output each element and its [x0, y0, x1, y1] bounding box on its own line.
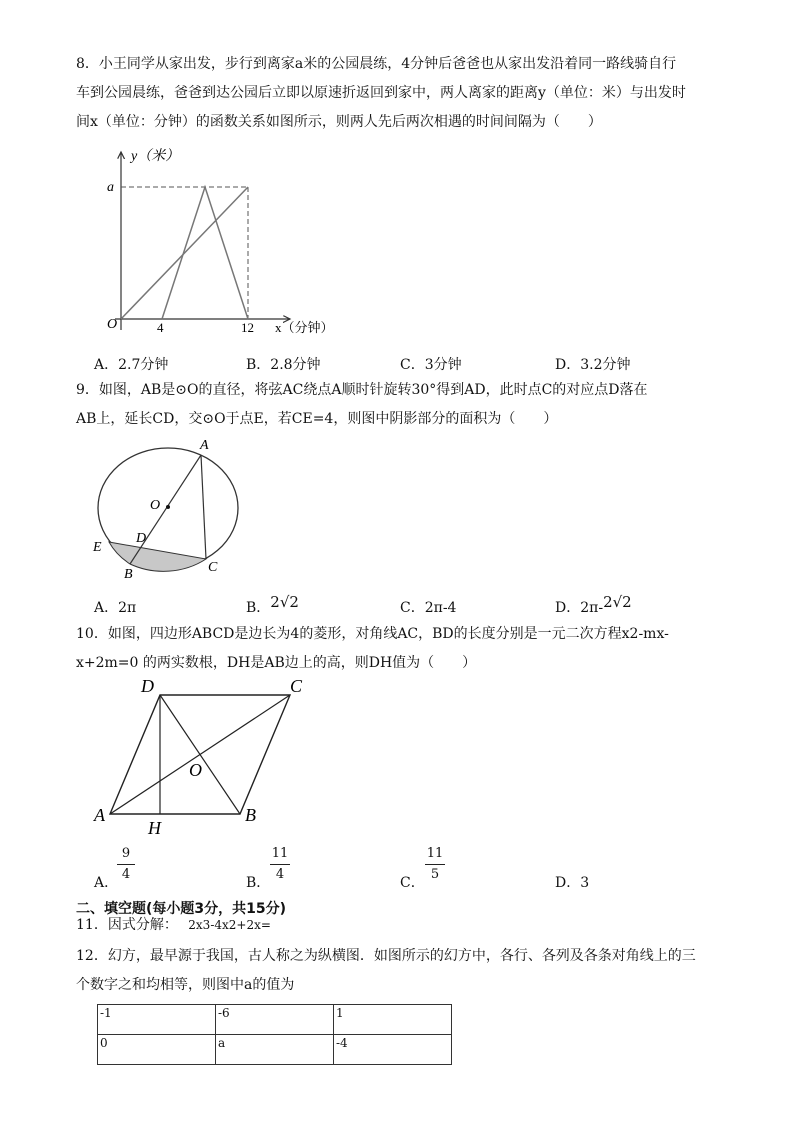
q10-option-c-fraction	[425, 845, 445, 884]
q11-expression: 2x3-4x2+2x=	[188, 918, 271, 932]
q10-option-c-den: 5	[430, 867, 440, 882]
q9-label-o: O	[150, 498, 161, 513]
q10-option-b-label: B．	[246, 875, 271, 891]
q9-label-e: E	[93, 540, 102, 555]
table-cell: a	[216, 1035, 334, 1065]
table-cell: 0	[98, 1035, 216, 1065]
q11-line	[76, 914, 726, 936]
q8-graph	[95, 142, 355, 342]
q10-option-b-fraction	[270, 845, 290, 884]
q12-text-line1: 12．幻方，最早源于我国，古人称之为纵横图．如图所示的幻方中，各行、各列及各条对角线上的三	[76, 948, 696, 964]
q11-label: 11．因式分解：	[76, 917, 178, 933]
table-cell: -1	[98, 1005, 216, 1035]
q12-magic-square-table	[97, 1004, 452, 1065]
q10-text-line1: 10．如图，四边形ABCD是边长为4的菱形，对角线AC，BD的长度分别是一元二次方程x2-mx-	[76, 626, 669, 642]
q8-text-line2: 车到公园晨练，爸爸到达公园后立即以原速折返回到家中，两人离家的距离y（单位：米）与出发时	[76, 85, 686, 101]
q9-option-d-label: D．2π-	[555, 600, 604, 616]
q9-circle-figure	[88, 435, 258, 583]
table-cell: -6	[216, 1005, 334, 1035]
q8-option-a: A．2.7分钟	[94, 357, 169, 373]
q8-walk-line	[121, 187, 248, 319]
q10-option-a-label: A．	[94, 875, 119, 891]
q8-tick-12: 12	[241, 320, 254, 335]
q9-chord-ac	[201, 455, 206, 559]
q12-text-line2: 个数字之和均相等，则图中a的值为	[76, 977, 295, 993]
q9-option-c: C．2π-4	[400, 600, 457, 616]
table-cell: 1	[334, 1005, 452, 1035]
q8-option-b: B．2.8分钟	[246, 357, 321, 373]
table-row	[98, 1035, 452, 1065]
q10-diagonal-bd	[160, 695, 240, 814]
section-heading-fill-in: 二、填空题(每小题3分，共15分)	[76, 901, 287, 917]
q9-label-b: B	[124, 567, 133, 582]
q9-label-a: A	[200, 438, 209, 453]
q9-center-point	[166, 505, 170, 509]
q8-y-label: y（米）	[131, 149, 180, 164]
q8-origin-label: O	[107, 317, 118, 332]
q10-option-b-num: 11	[271, 846, 289, 861]
q10-option-b-den: 4	[275, 867, 285, 882]
table-cell: -4	[334, 1035, 452, 1065]
q10-label-c: C	[290, 676, 303, 696]
q10-label-d: D	[141, 676, 154, 696]
q10-label-a: A	[94, 805, 105, 825]
q10-option-a-fraction	[117, 845, 135, 884]
q8-x-label: x（分钟）	[275, 320, 334, 335]
q9-option-b-value: 2√2	[270, 593, 299, 611]
q9-option-a: A．2π	[94, 600, 137, 616]
q10-option-d: D．3	[555, 875, 590, 891]
q9-diameter-ab	[130, 455, 201, 564]
q10-text-line2: x+2m=0 的两实数根，DH是AB边上的高，则DH值为（ ）	[76, 655, 477, 671]
q10-rhombus-figure	[88, 676, 318, 838]
q8-text-line1: 8．小王同学从家出发，步行到离家a米的公园晨练，4分钟后爸爸也从家出发沿着同一路线骑自行	[76, 56, 677, 72]
q8-text-line3: 间x（单位：分钟）的函数关系如图所示，则两人先后两次相遇的时间间隔为（ ）	[76, 114, 602, 130]
q9-option-d	[555, 593, 632, 617]
q10-option-a-num: 9	[121, 846, 131, 861]
q10-label-b: B	[245, 805, 256, 825]
q9-label-c: C	[208, 560, 218, 575]
table-row	[98, 1005, 452, 1035]
q10-label-o: O	[189, 760, 202, 780]
q9-label-d: D	[136, 531, 147, 546]
q8-a-label: a	[107, 180, 114, 195]
q10-option-c-label: C．	[400, 875, 425, 891]
q9-option-b-label: B．	[246, 600, 271, 616]
q9-option-b	[246, 593, 299, 617]
q9-text-line1: 9．如图，AB是⊙O的直径，将弦AC绕点A顺时针旋转30°得到AD，此时点C的对应点D落在	[76, 382, 648, 398]
q8-tick-4: 4	[157, 320, 164, 335]
q8-bike-line	[162, 187, 248, 319]
q10-option-a-den: 4	[121, 867, 131, 882]
q10-option-c-num: 11	[426, 846, 444, 861]
q9-text-line2: AB上，延长CD，交⊙O于点E，若CE=4，则图中阴影部分的面积为（ ）	[76, 411, 558, 427]
q8-option-c: C．3分钟	[400, 357, 462, 373]
q10-label-h: H	[148, 818, 161, 838]
q8-option-d: D．3.2分钟	[555, 357, 631, 373]
q9-option-d-value: 2√2	[603, 593, 632, 611]
